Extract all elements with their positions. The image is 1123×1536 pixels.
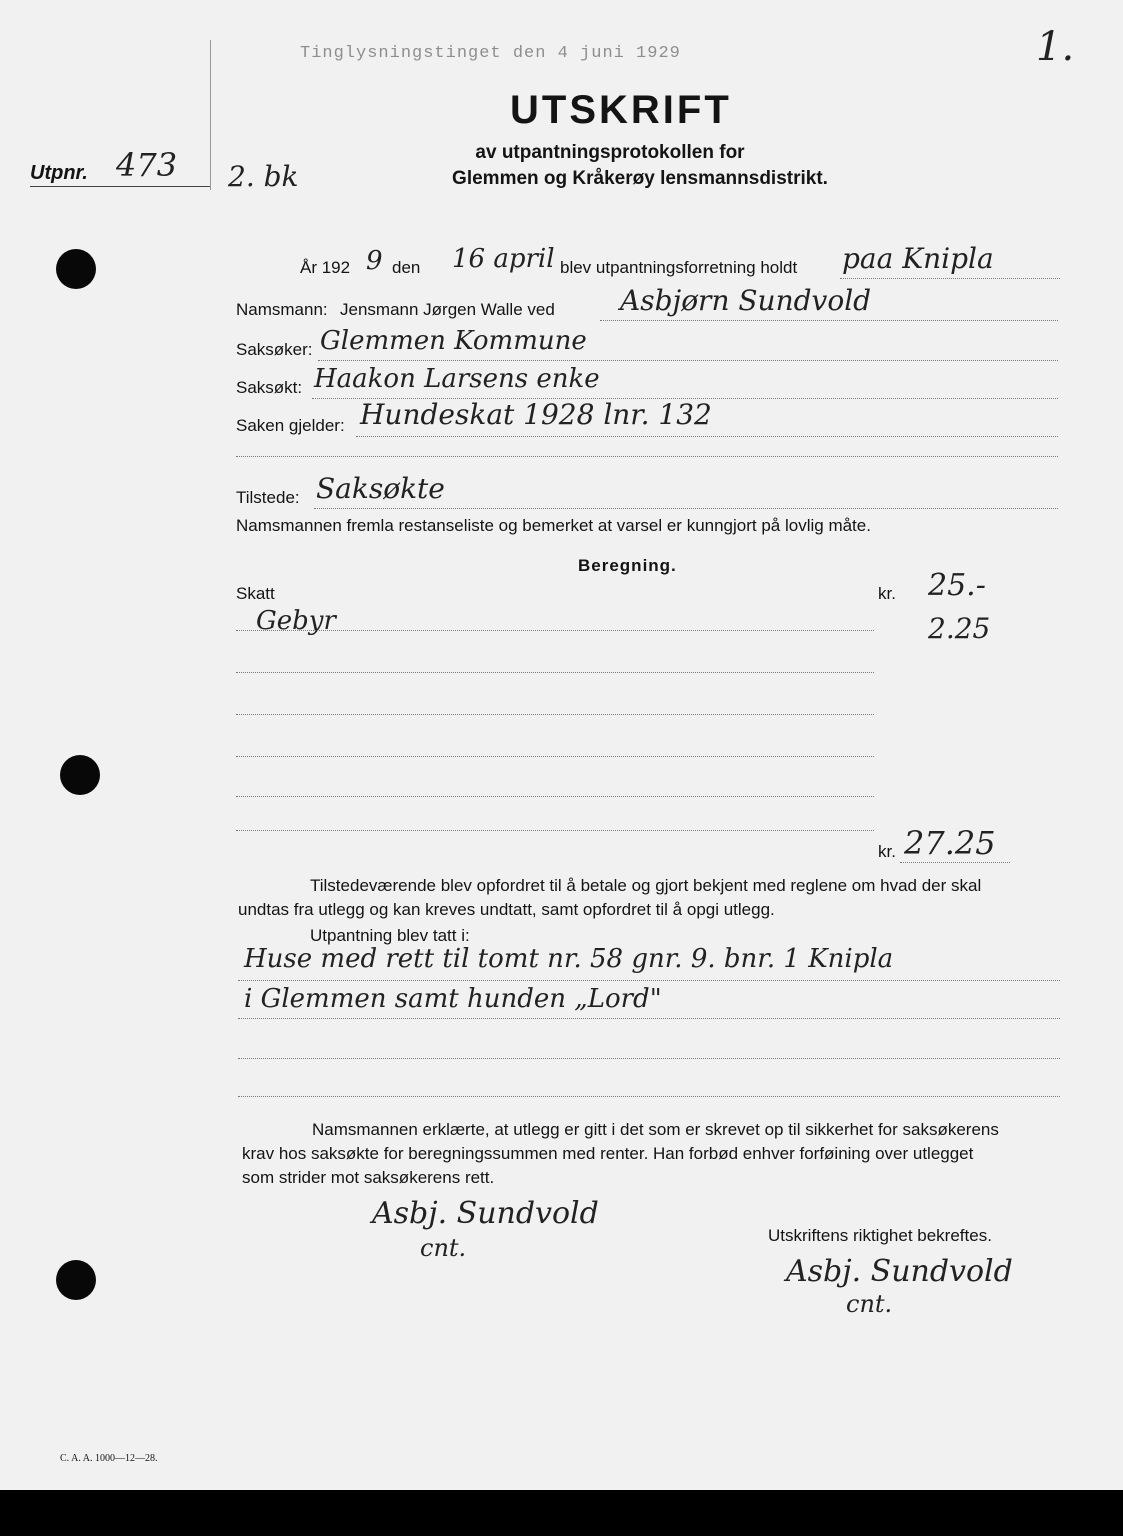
left-signature: Asbj. Sundvold — [372, 1196, 599, 1231]
namsmann-label: Namsmann: — [236, 300, 328, 319]
para2-line1: Namsmannen erklærte, at utlegg er gitt i det som er skrevet op til sikkerhet for saksøkerens — [312, 1120, 999, 1139]
utpnr-value: 473 — [116, 146, 178, 184]
calc-line-1 — [236, 630, 874, 631]
page-number: 1. — [1036, 24, 1075, 70]
saken-line-2 — [236, 456, 1058, 457]
held-text: blev utpantningsforretning holdt — [560, 258, 798, 277]
para2-line3: som strider mot saksøkerens rett. — [242, 1168, 495, 1187]
saksoker-label: Saksøker: — [236, 340, 313, 359]
left-signature-title: cnt. — [420, 1234, 467, 1262]
punch-hole-top — [56, 249, 96, 289]
tilstede-line — [314, 508, 1058, 509]
saksoker-line — [318, 360, 1058, 361]
kr-label-skatt: kr. — [878, 584, 896, 603]
utpantning-line1: Huse med rett til tomt nr. 58 gnr. 9. bnr. 1 Knipla — [244, 944, 894, 974]
place-value: paa Knipla — [842, 242, 994, 275]
calc-line-6 — [236, 830, 874, 831]
den-label: den — [392, 258, 421, 277]
utpantning-rule-2 — [238, 1018, 1060, 1019]
subtitle-protocol: av utpantningsprotokollen for — [475, 142, 745, 163]
gebyr-value: 2.25 — [928, 612, 991, 645]
calc-line-5 — [236, 796, 874, 797]
calc-line-3 — [236, 714, 874, 715]
calc-line-4 — [236, 756, 874, 757]
para2-line2: krav hos saksøkte for beregningssummen med renter. Han forbød enhver forføining over utlegget — [242, 1144, 974, 1163]
para1-line2: undtas fra utlegg og kan kreves undtatt, samt opfordret til å opgi utlegg. — [238, 900, 775, 919]
namsmann-printed: Jensmann Jørgen Walle ved — [340, 300, 555, 319]
utpnr-label: Utpnr. — [30, 162, 88, 184]
saken-label: Saken gjelder: — [236, 416, 345, 435]
utpantning-line2: i Glemmen samt hunden „Lord" — [244, 984, 662, 1014]
saksokt-value: Haakon Larsens enke — [314, 364, 600, 394]
utpantning-label: Utpantning blev tatt i: — [310, 926, 470, 945]
saken-line — [356, 436, 1058, 437]
saksoker-value: Glemmen Kommune — [320, 326, 587, 356]
punch-hole-middle — [60, 755, 100, 795]
punch-hole-bottom — [56, 1260, 96, 1300]
gebyr-label: Gebyr — [256, 606, 336, 636]
namsmann-line — [600, 320, 1058, 321]
calc-line-2 — [236, 672, 874, 673]
total-value: 27.25 — [904, 824, 996, 862]
utpnr-underline — [30, 186, 210, 187]
place-line — [840, 278, 1060, 279]
right-signature: Asbj. Sundvold — [786, 1254, 1013, 1289]
skatt-value: 25.- — [928, 568, 986, 603]
calc-heading: Beregning. — [578, 556, 677, 575]
margin-rule — [210, 40, 211, 190]
printer-code: C. A. A. 1000—12—28. — [60, 1453, 158, 1464]
skatt-label: Skatt — [236, 584, 275, 603]
notice-text: Namsmannen fremla restanseliste og bemerket at varsel er kunngjort på lovlig måte. — [236, 516, 871, 535]
scan-bottom-border — [0, 1490, 1123, 1536]
confirm-text: Utskriftens riktighet bekreftes. — [768, 1226, 992, 1245]
tilstede-value: Saksøkte — [316, 472, 445, 505]
utpantning-rule-3 — [238, 1058, 1060, 1059]
saken-value: Hundeskat 1928 lnr. 132 — [360, 398, 712, 431]
tinglysning-stamp: Tinglysningstinget den 4 juni 1929 — [300, 44, 681, 63]
margin-note: 2. bk — [228, 160, 299, 193]
year-prefix: År 192 — [300, 258, 351, 277]
tilstede-label: Tilstede: — [236, 488, 300, 507]
kr-label-total: kr. — [878, 842, 896, 861]
saksokt-label: Saksøkt: — [236, 378, 303, 397]
total-line — [900, 862, 1010, 863]
right-signature-title: cnt. — [846, 1290, 893, 1318]
document-title: UTSKRIFT — [510, 88, 732, 132]
utpantning-rule-1 — [238, 980, 1060, 981]
namsmann-value: Asbjørn Sundvold — [620, 284, 872, 317]
year-digit: 9 — [366, 246, 383, 276]
date-value: 16 april — [452, 244, 555, 274]
subtitle-district: Glemmen og Kråkerøy lensmannsdistrikt. — [452, 168, 828, 189]
para1-line1: Tilstedeværende blev opfordret til å betale og gjort bekjent med reglene om hvad der skal — [310, 876, 982, 895]
utpantning-rule-4 — [238, 1096, 1060, 1097]
